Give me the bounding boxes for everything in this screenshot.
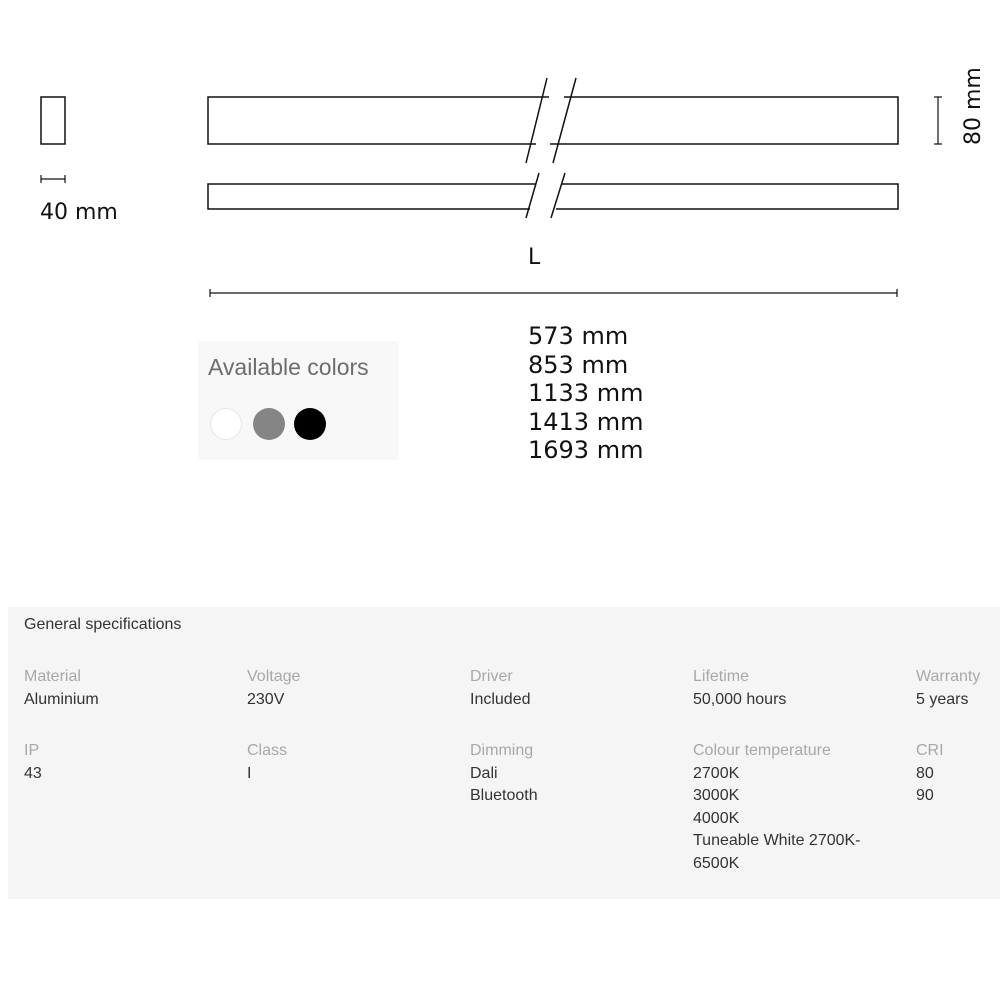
front-view-bar	[208, 78, 898, 163]
spec-colour-temperature	[693, 740, 861, 875]
spec-label: Driver	[470, 668, 513, 685]
available-colors-panel	[198, 341, 399, 460]
width-dimension-line	[41, 175, 65, 183]
width-label: 40 mm	[40, 200, 118, 225]
spec-warranty	[916, 666, 980, 711]
spec-label: IP	[24, 742, 40, 759]
profile-end-view	[41, 97, 65, 144]
spec-value: 2700K	[693, 764, 740, 782]
spec-value: Bluetooth	[470, 787, 538, 804]
spec-value: 80	[916, 764, 934, 782]
general-specifications	[8, 607, 1000, 899]
length-option: 1133 mm	[528, 379, 644, 407]
spec-value: Tuneable White 2700K-	[693, 832, 861, 849]
specifications-title: General specifications	[24, 616, 182, 633]
length-option: 573 mm	[528, 322, 629, 350]
spec-value: 43	[24, 764, 42, 782]
spec-value: 230V	[247, 690, 285, 708]
length-symbol: L	[528, 245, 541, 270]
spec-material	[24, 666, 99, 711]
spec-label: Warranty	[916, 668, 981, 685]
length-option: 1413 mm	[528, 407, 644, 436]
spec-driver	[470, 666, 531, 711]
spec-label: Voltage	[247, 668, 301, 685]
spec-value: 4000K	[693, 809, 740, 827]
available-colors-title: Available colors	[208, 354, 369, 380]
spec-lifetime	[693, 666, 786, 711]
length-dimension-line	[210, 289, 897, 297]
spec-value: 90	[916, 787, 934, 804]
color-swatch-black[interactable]	[294, 408, 326, 440]
spec-value: I	[247, 764, 252, 782]
spec-value: 6500K	[693, 854, 740, 872]
spec-label: CRI	[916, 742, 944, 759]
spec-value: 3000K	[693, 787, 740, 804]
length-option: 853 mm	[528, 350, 629, 379]
length-option: 1693 mm	[528, 436, 644, 464]
height-label: 80 mm	[961, 67, 986, 145]
spec-value: Dali	[470, 764, 498, 782]
top-view-bar	[208, 173, 898, 218]
height-dimension-line	[934, 97, 942, 144]
spec-label: Class	[247, 742, 288, 759]
spec-ip	[24, 740, 42, 785]
color-swatch-white[interactable]	[210, 408, 242, 440]
spec-voltage	[247, 666, 300, 711]
spec-label: Lifetime	[693, 668, 750, 685]
spec-label: Dimming	[470, 742, 534, 759]
length-options	[528, 322, 643, 465]
spec-class	[247, 740, 287, 785]
spec-value: 50,000 hours	[693, 690, 787, 708]
spec-value: Aluminium	[24, 690, 99, 708]
color-swatch-grey[interactable]	[253, 408, 285, 440]
spec-label: Material	[24, 668, 81, 685]
spec-dimming	[470, 740, 538, 808]
spec-cri	[916, 740, 944, 808]
spec-label: Colour temperature	[693, 742, 831, 759]
spec-value: Included	[470, 690, 531, 708]
spec-value: 5 years	[916, 690, 969, 708]
